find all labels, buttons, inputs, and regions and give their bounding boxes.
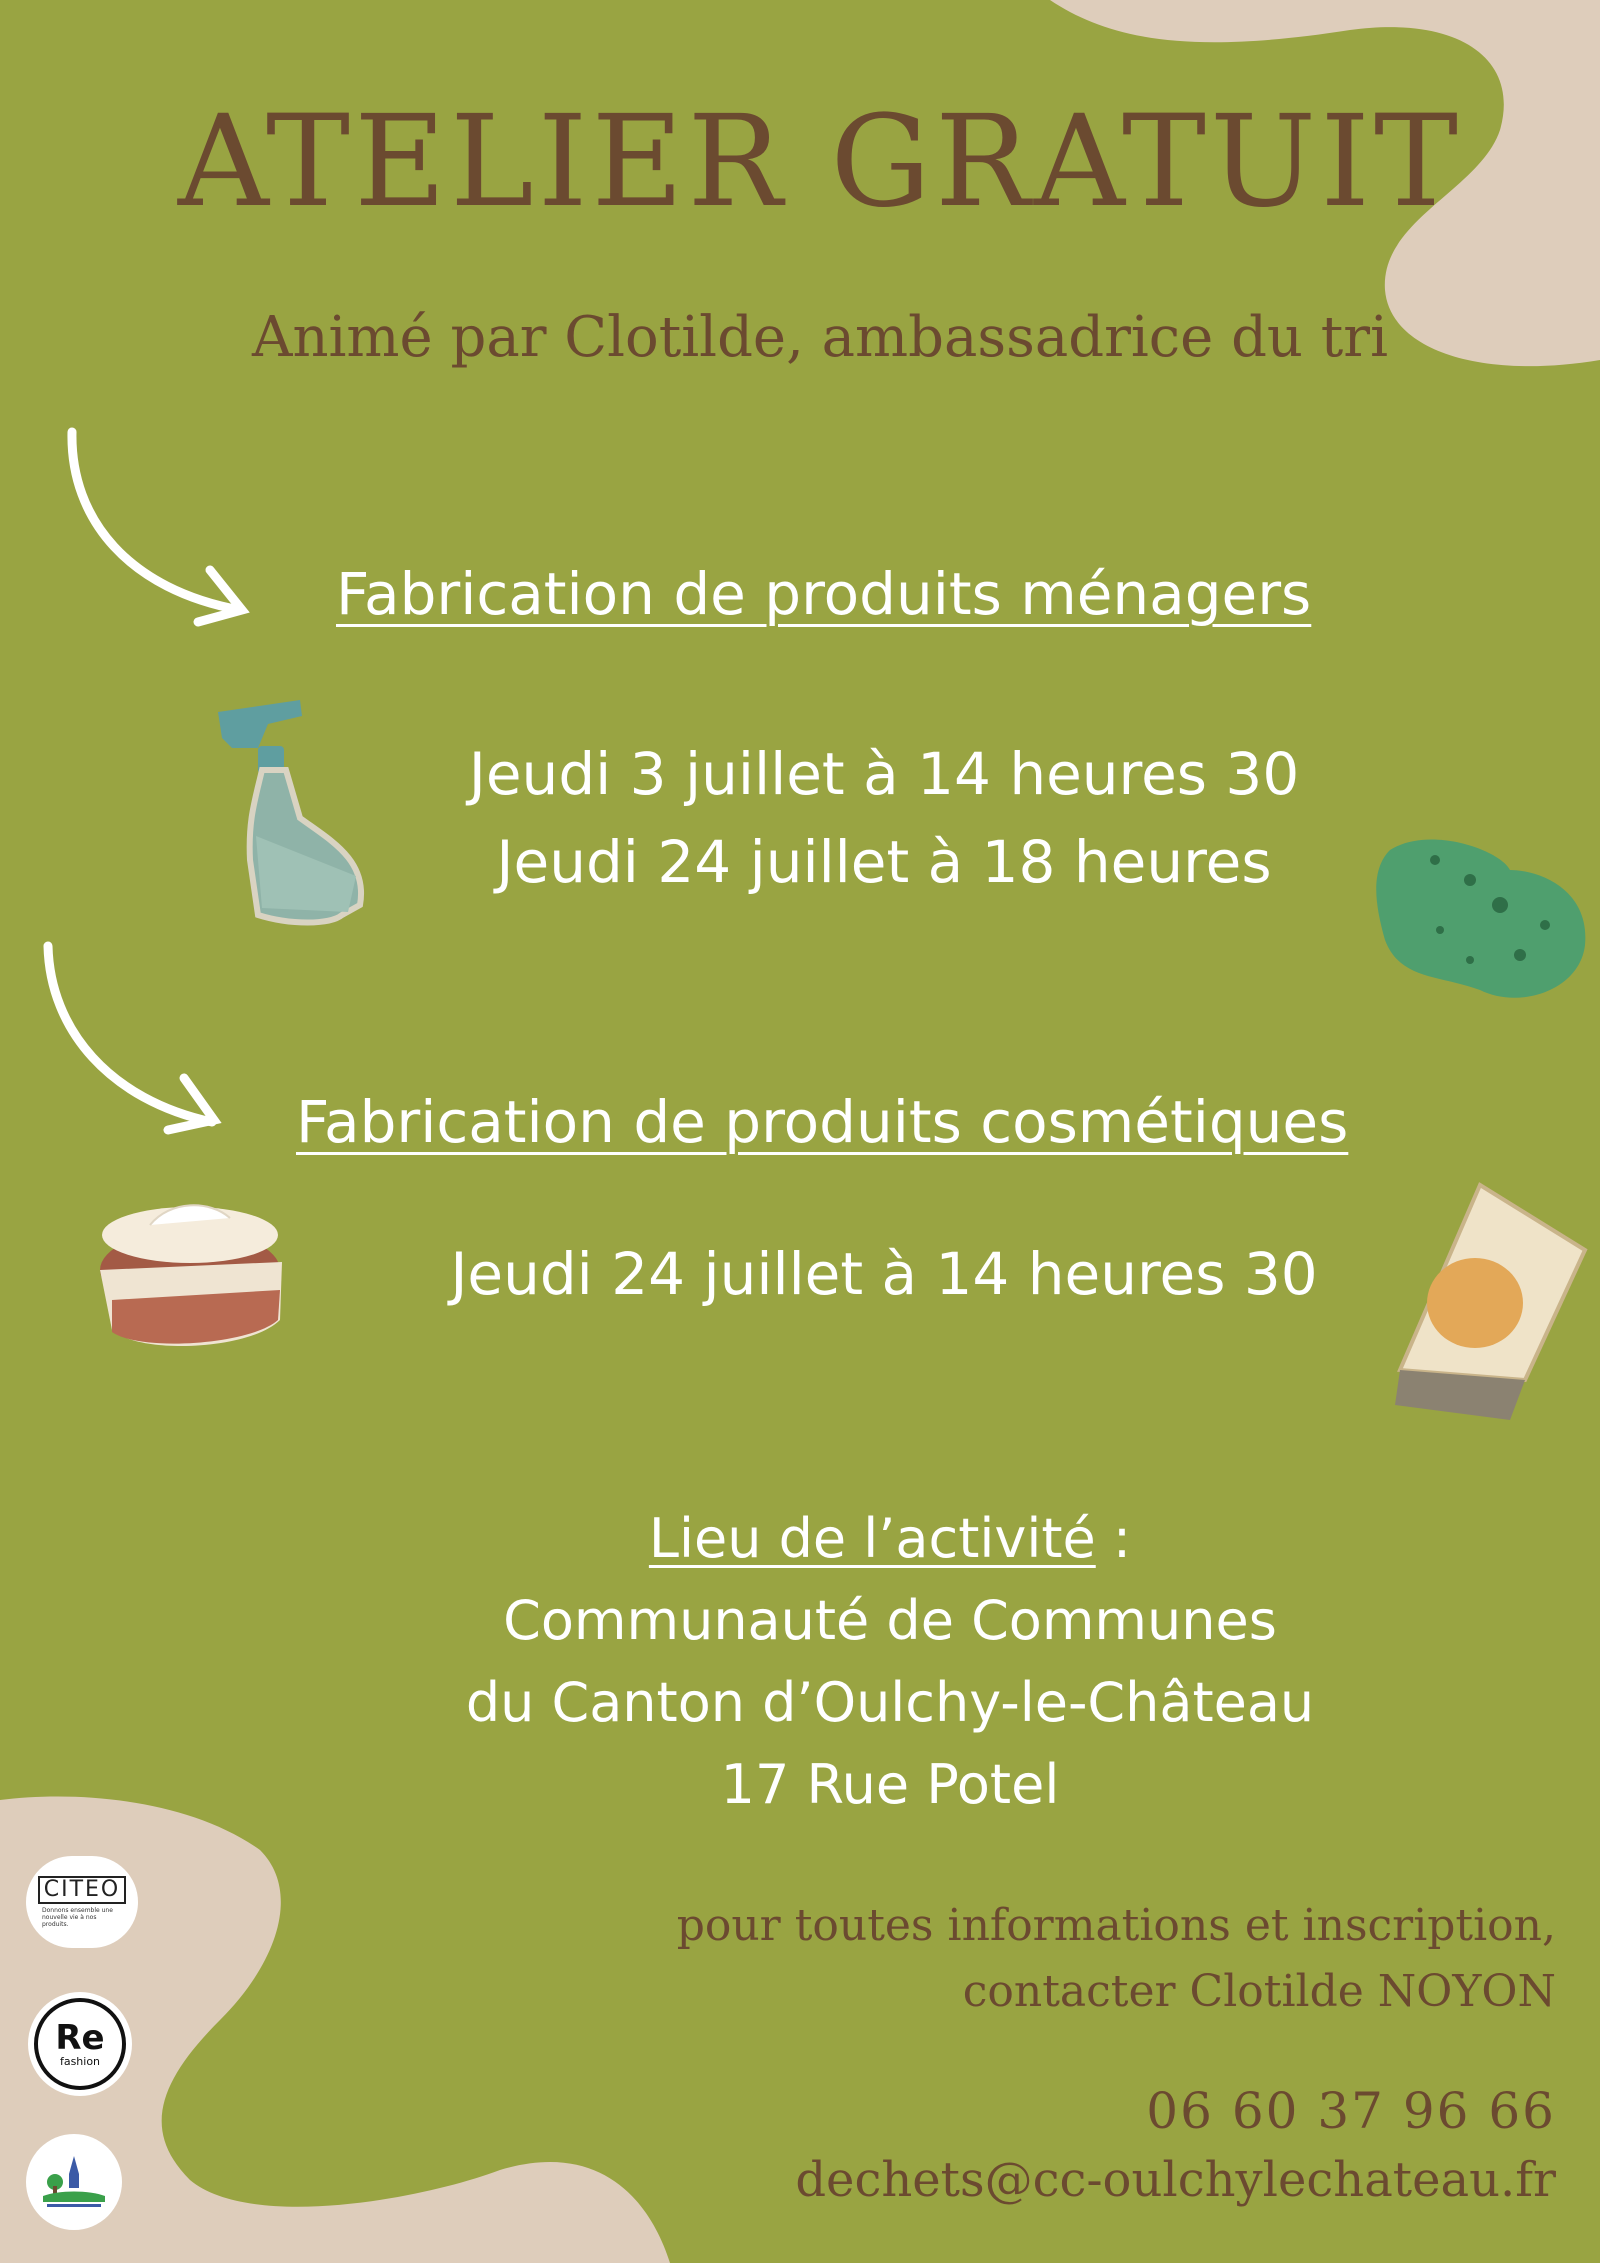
subtitle: Animé par Clotilde, ambassadrice du tri (252, 305, 1388, 370)
arrow-icon (48, 946, 214, 1130)
page-title: ATELIER GRATUIT (177, 88, 1463, 235)
location-block (0, 1498, 1600, 1826)
citeo-logo (26, 1856, 138, 1948)
communaute-communes-emblem-icon (39, 2152, 109, 2212)
location-line: Communauté de Communes (503, 1589, 1277, 1652)
contact-phone[interactable]: 06 60 37 96 66 (1146, 2082, 1556, 2140)
contact-email[interactable]: dechets@cc-oulchylechateau.fr (795, 2152, 1556, 2208)
date-line: Jeudi 3 juillet à 14 heures 30 (468, 740, 1300, 808)
contact-line-1: pour toutes informations et inscription, (676, 1900, 1556, 1951)
location-line: 17 Rue Potel (720, 1753, 1060, 1816)
date-line: Jeudi 24 juillet à 18 heures (496, 828, 1272, 896)
location-suffix: : (1095, 1507, 1132, 1570)
date-line: Jeudi 24 juillet à 14 heures 30 (450, 1240, 1318, 1308)
refashion-logo (28, 1992, 132, 2096)
refashion-ring (34, 1998, 126, 2090)
citeo-logo-name: CITEO (38, 1876, 127, 1904)
citeo-logo-tagline: Donnons ensemble une nouvelle vie à nos produits. (42, 1907, 113, 1928)
location-label-line (0, 1498, 1600, 1580)
location-label: Lieu de l’activité (648, 1507, 1096, 1570)
location-line: du Canton d’Oulchy-le-Château (465, 1671, 1315, 1734)
contact-line-2: contacter Clotilde NOYON (962, 1966, 1556, 2017)
refashion-logo-tagline: fashion (59, 2054, 101, 2068)
refashion-logo-name: Re (55, 2017, 105, 2058)
section-heading-cosmetiques: Fabrication de produits cosmétiques (296, 1088, 1349, 1156)
communaute-communes-logo (26, 2134, 122, 2230)
arrow-icon (72, 432, 242, 622)
section-heading-menagers: Fabrication de produits ménagers (336, 560, 1312, 628)
